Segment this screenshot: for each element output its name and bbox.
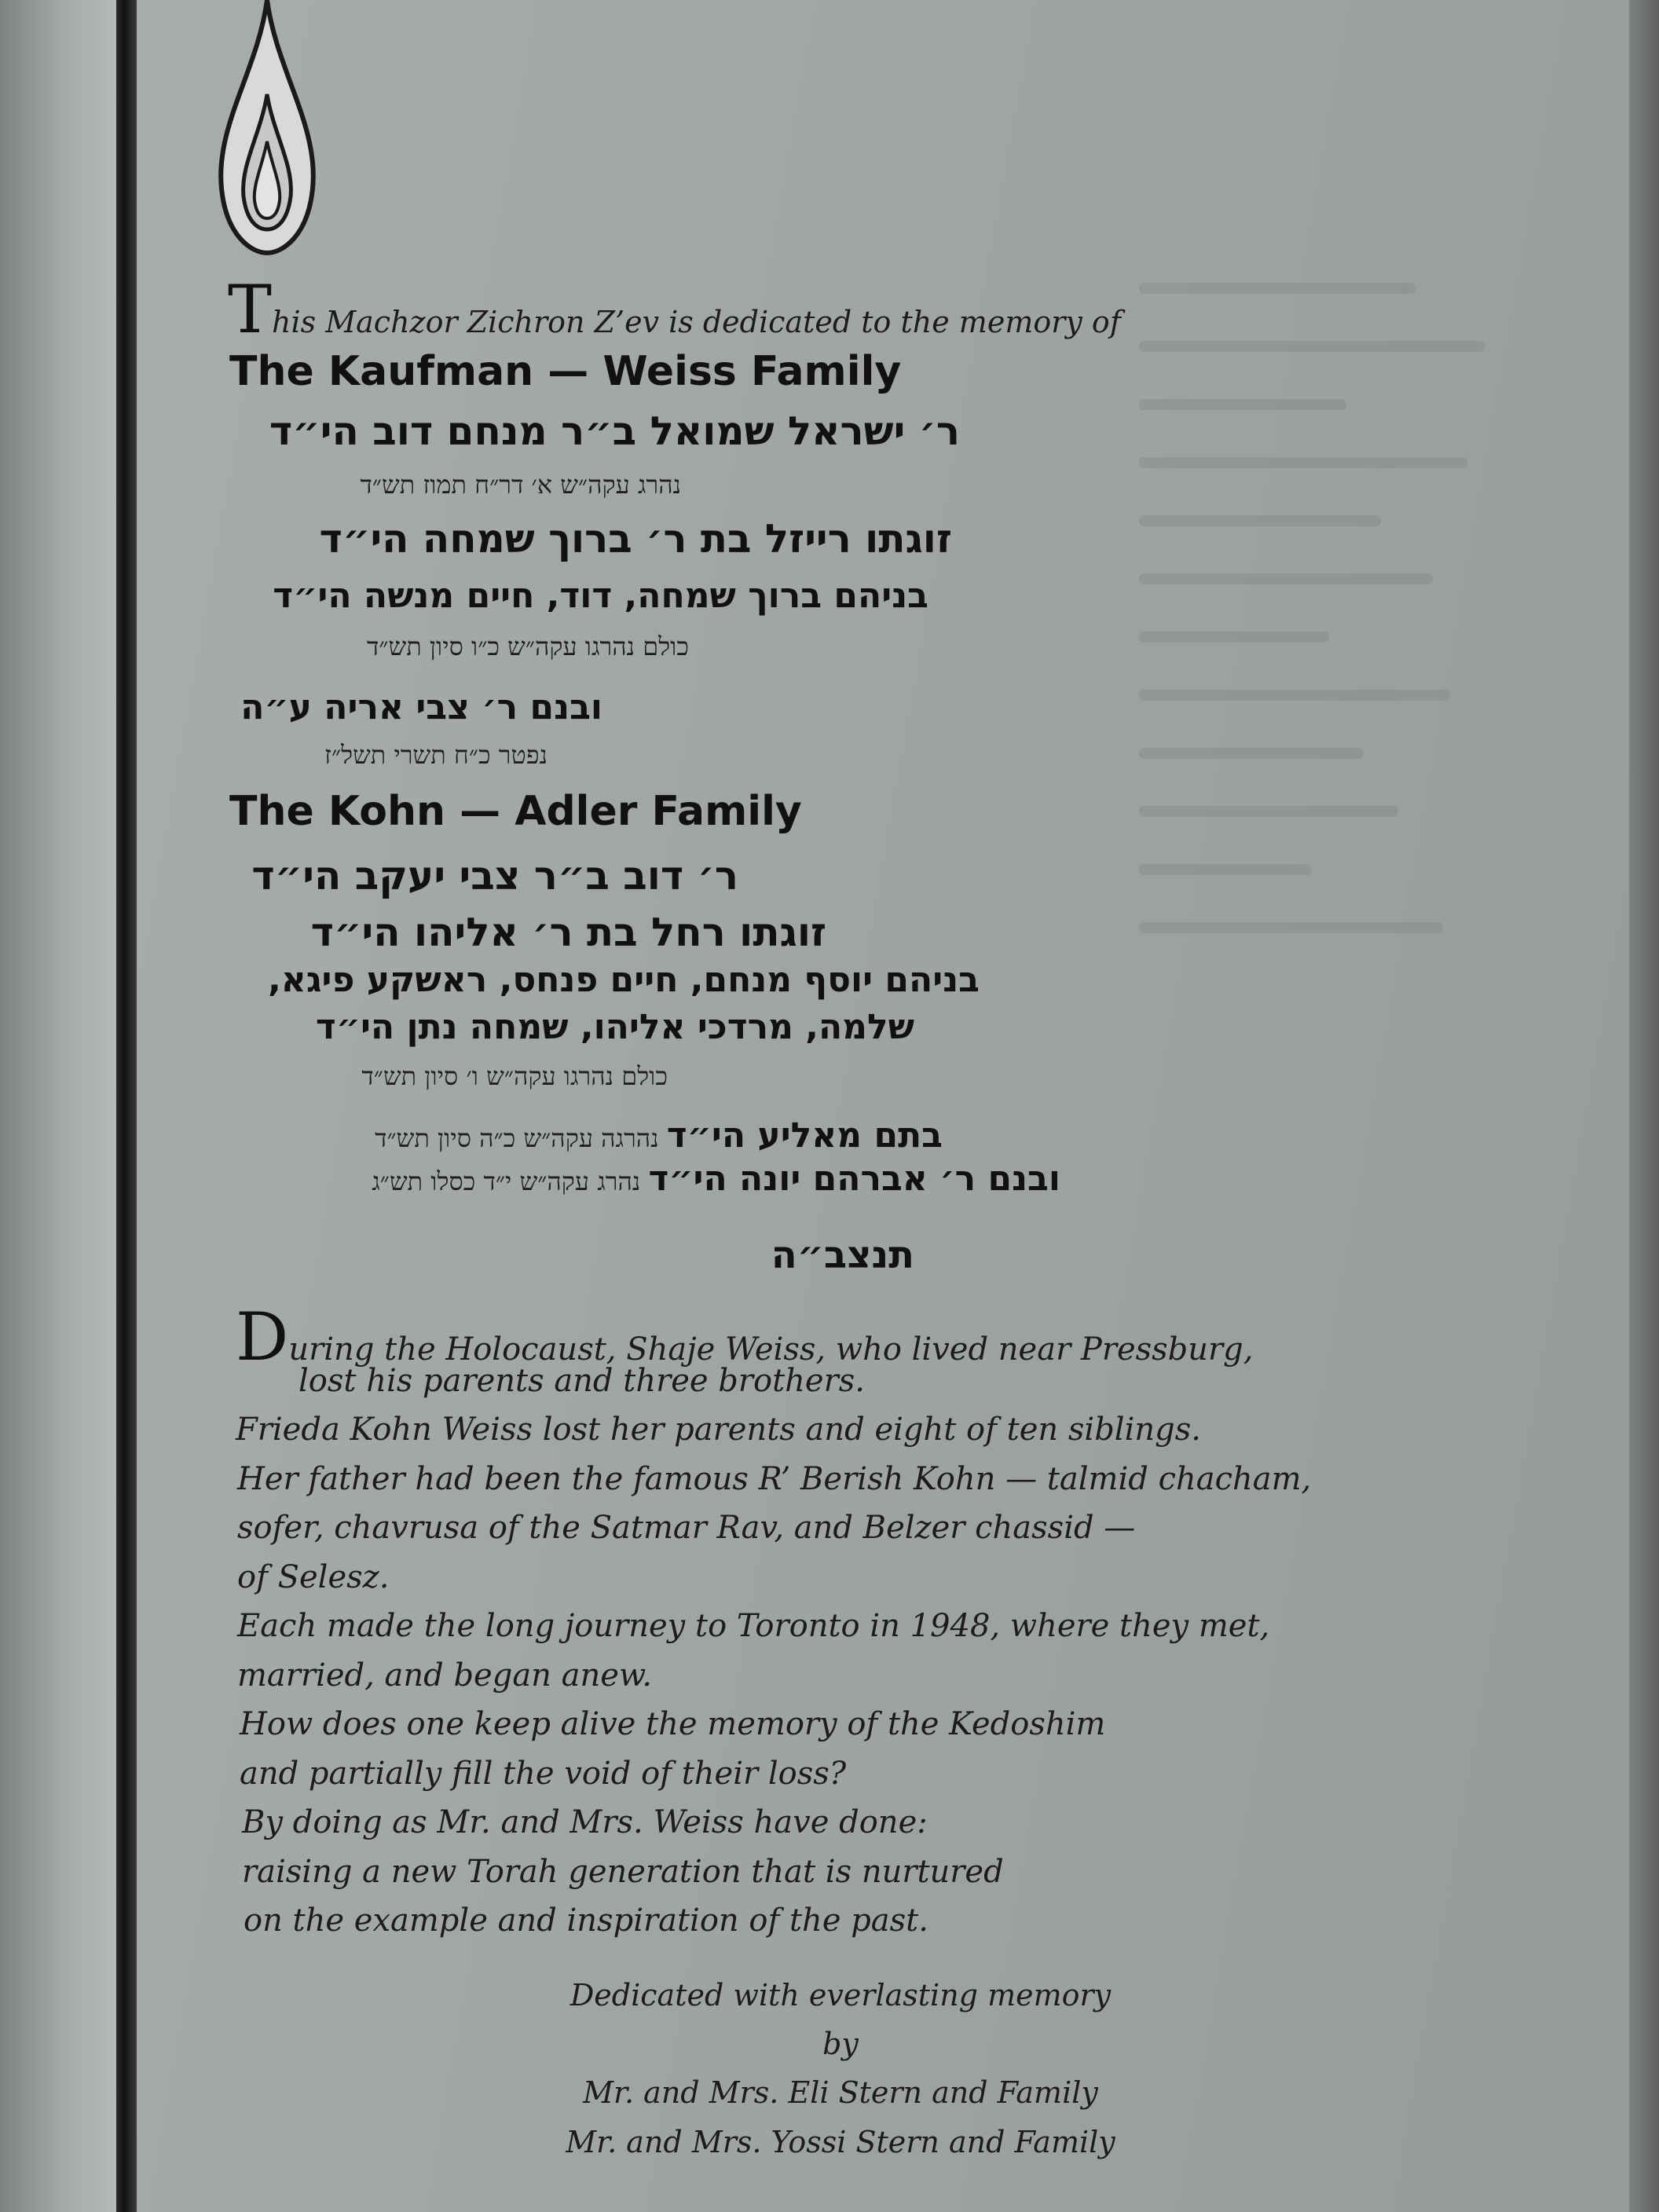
story-drop-cap: D [236,1298,289,1375]
family1-title: The Kaufman — Weiss Family [229,348,902,395]
book-spine-shadow [116,0,137,2212]
dedication-line-4: Mr. and Mrs. Yossi Stern and Family [566,2125,1115,2159]
closing-hebrew-tnzbh: תנצב״ה [771,1233,914,1277]
story-line-10: and partially fill the void of their loss? [240,1756,847,1792]
family1-line4-note: נפטר כ״ח תשרי תשל״ז [324,740,548,770]
story-line-11: By doing as Mr. and Mrs. Weiss have done: [242,1804,928,1840]
story-line-9: How does one keep alive the memory of the Kedoshim [240,1706,1106,1742]
family2-line1: ר׳ דוב ב״ר צבי יעקב הי״ד [251,853,738,899]
story-line-3: Frieda Kohn Weiss lost her parents and eight of ten siblings. [236,1412,1202,1448]
memorial-flame-icon [212,0,322,259]
story-line-4: Her father had been the famous R’ Berish Kohn — talmid chacham, [237,1461,1312,1497]
family2-line5 [372,1159,1060,1199]
family2-line3b: שלמה, מרדכי אליהו, שמחה נתן הי״ד [315,1007,914,1047]
story-line-8: married, and began anew. [237,1657,653,1694]
story-line-6: of Selesz. [237,1559,390,1595]
family1-line2: זוגתו רייזל בת ר׳ ברוך שמחה הי״ד [319,516,952,562]
family2-line5-note: נהרג עקה״ש י״ד כסלו תש״ג [372,1166,649,1196]
family2-line4-name: בתם מאליע הי״ד [666,1115,943,1155]
family2-line5-name: ובנם ר׳ אברהם יונה הי״ד [648,1159,1060,1199]
story-line-12: raising a new Torah generation that is nurtured [242,1854,1004,1890]
family2-title: The Kohn — Adler Family [229,788,802,835]
page-right-shadow [1629,0,1659,2212]
family2-line3-note: כולם נהרגו עקה״ש ו׳ סיון תש״ד [361,1061,668,1091]
family1-line1-note: נהרג עקה״ש א׳ דר״ח תמוז תש״ד [360,470,681,500]
family1-line3: בניהם ברוך שמחה, דוד, חיים מנשה הי״ד [273,576,928,616]
story-line-2: lost his parents and three brothers. [298,1363,865,1399]
story-line-13: on the example and inspiration of the past. [244,1903,928,1939]
family1-line3-note: כולם נהרגו עקה״ש כ״ו סיון תש״ד [367,632,689,661]
dedication-line-3: Mr. and Mrs. Eli Stern and Family [583,2075,1098,2110]
family2-line3a: בניהם יוסף מנחם, חיים פנחס, ראשקע פיגא, [268,960,980,1000]
family1-line1: ר׳ ישראל שמואל ב״ר מנחם דוב הי״ד [269,408,960,454]
story-line-5: sofer, chavrusa of the Satmar Rav, and Belzer chassid — [237,1510,1136,1546]
family2-line2: זוגתו רחל בת ר׳ אליהו הי״ד [310,910,826,955]
intro-drop-cap: T [228,271,273,348]
story-line-7: Each made the long journey to Toronto in 1948, where they met, [237,1608,1270,1644]
dedication-line-1: Dedicated with everlasting memory [569,1978,1111,2012]
intro-text: his Machzor Zichron Z’ev is dedicated to the memory of [272,305,1121,339]
family2-line4-note: נהרגה עקה״ש כ״ה סיון תש״ד [375,1123,667,1153]
family1-line4: ובנם ר׳ צבי אריה ע״ה [240,687,602,727]
family2-line4 [375,1115,943,1155]
book-left-page-edge [0,0,118,2212]
intro-line [228,271,1121,348]
dedication-line-2: by [822,2027,859,2061]
story-line-1: During the Holocaust, Shaje Weiss, who lived near Pressburg, [236,1298,1254,1375]
